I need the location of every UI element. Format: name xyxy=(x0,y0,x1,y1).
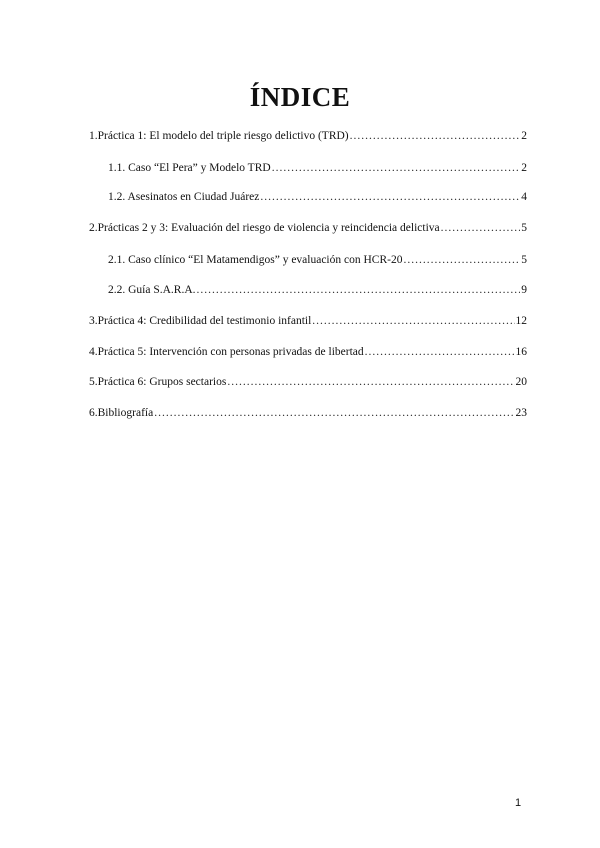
toc-entry-number: 2. xyxy=(89,222,98,234)
toc-entry-page: 4 xyxy=(521,191,527,203)
toc-leader-dots xyxy=(365,344,515,360)
toc-entry-number: 5. xyxy=(89,376,98,388)
toc-entry-2-1 xyxy=(108,252,527,268)
page-number: 1 xyxy=(515,797,522,809)
toc-entry-title: Práctica 1: El modelo del triple riesgo delictivo (TRD) xyxy=(97,130,349,142)
toc-leader-dots xyxy=(154,405,514,421)
toc-entry-5 xyxy=(89,374,527,390)
toc-entry-page: 5 xyxy=(521,254,527,266)
toc-entry-2-2 xyxy=(108,282,527,298)
toc-entry-number: 4. xyxy=(89,346,98,358)
toc-entry-page: 20 xyxy=(515,376,527,388)
toc-entry-title: 1.2. Asesinatos en Ciudad Juárez xyxy=(108,191,260,203)
toc-entry-number: 6. xyxy=(89,407,98,419)
toc-entry-title: 2.2. Guía S.A.R.A. xyxy=(108,284,196,296)
toc-entry-title: 1.1. Caso “El Pera” y Modelo TRD xyxy=(108,162,271,174)
toc-leader-dots xyxy=(403,252,520,268)
toc-leader-dots xyxy=(441,220,521,236)
toc-leader-dots xyxy=(350,128,521,144)
toc-entry-number: 3. xyxy=(89,315,98,327)
toc-entry-title: Bibliografía xyxy=(97,407,154,419)
toc-leader-dots xyxy=(197,282,521,298)
toc-entry-title: Práctica 5: Intervención con personas privadas de libertad xyxy=(97,346,364,358)
toc-entry-page: 9 xyxy=(521,284,527,296)
toc-entry-page: 2 xyxy=(521,130,527,142)
toc-entry-2 xyxy=(89,220,527,236)
toc-leader-dots xyxy=(260,189,520,205)
toc-entry-1-1 xyxy=(108,160,527,176)
toc-entry-page: 5 xyxy=(521,222,527,234)
toc-leader-dots xyxy=(272,160,521,176)
toc-entry-title: Prácticas 2 y 3: Evaluación del riesgo de violencia y reincidencia delictiva xyxy=(97,222,440,234)
toc-entry-3 xyxy=(89,313,527,329)
toc-entry-title: 2.1. Caso clínico “El Matamendigos” y evaluación con HCR-20 xyxy=(108,254,403,266)
toc-entry-4 xyxy=(89,344,527,360)
toc-entry-1 xyxy=(89,128,527,144)
toc-entry-6 xyxy=(89,405,527,421)
toc-entry-title: Práctica 6: Grupos sectarios xyxy=(97,376,227,388)
toc-entry-page: 2 xyxy=(521,162,527,174)
toc-entry-page: 12 xyxy=(515,315,527,327)
page-title: ÍNDICE xyxy=(249,82,351,112)
toc-entry-1-2 xyxy=(108,189,527,205)
toc-entry-page: 23 xyxy=(515,407,527,419)
toc-entry-page: 16 xyxy=(515,346,527,358)
toc-entry-number: 1. xyxy=(89,130,98,142)
toc-leader-dots xyxy=(227,374,514,390)
toc-entry-title: Práctica 4: Credibilidad del testimonio infantil xyxy=(97,315,312,327)
toc-leader-dots xyxy=(312,313,514,329)
